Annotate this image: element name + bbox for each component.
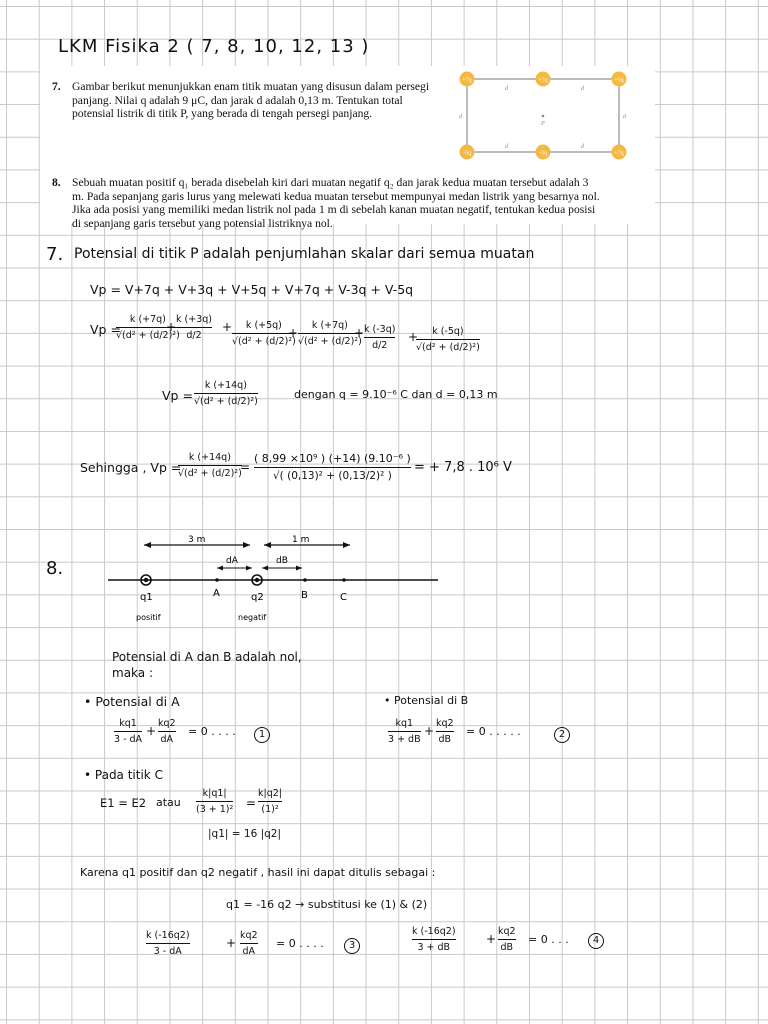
charge-label-5: +7q: [614, 150, 624, 157]
eq2-term-1-num: k (+7q): [129, 314, 166, 325]
plus-sign: +: [408, 330, 419, 344]
q1-label: q1: [140, 592, 153, 603]
charge-rectangle-figure: [456, 70, 636, 166]
result-fraction-1: [178, 452, 242, 479]
q2-negative-note: negatif: [238, 613, 267, 622]
plus-sign: +: [424, 724, 435, 738]
ec-fraction-right: [258, 788, 282, 815]
eq4-term-1-den: 3 + dB: [417, 942, 451, 953]
d-label-bottom-left: d: [505, 144, 508, 150]
answer-8-karena: Karena q1 positif dan q2 negatif , hasil ini dapat ditulis sebagai :: [80, 866, 436, 879]
eq3-term-2-num: kq2: [240, 930, 258, 941]
problem-8-line-3: Jika ada posisi yang memiliki medan listrik nol pada 1 m di sebelah kanan muatan negatif, tentukan kedua posisi: [72, 203, 596, 217]
eq3-num: k (+14q): [204, 380, 247, 391]
eq2-term-2-num: k (+3q): [176, 314, 212, 325]
eq4-tag-circle: 4: [588, 933, 604, 949]
equals-sign: =: [240, 460, 251, 474]
equals-sign: =: [246, 796, 257, 810]
plus-sign: +: [486, 932, 497, 946]
eq2b-tail: = 0 . . . . .: [466, 725, 521, 738]
answer-7-eq1: Vp = V+7q + V+3q + V+5q + V+7q + V-3q + V-5q: [90, 282, 414, 297]
eq2-term-6-den: √(d² + (d/2)²): [416, 342, 480, 353]
problem-box: [40, 66, 655, 230]
dim-3m-label: 3 m: [188, 535, 206, 545]
d-label-bottom-right: d: [581, 144, 584, 150]
ec-n2: k|q2|: [258, 788, 282, 799]
eq3-tag: [344, 933, 360, 954]
charge-line-diagram: [100, 530, 460, 640]
answer-7-result-prefix: Sehingga , Vp =: [80, 460, 182, 475]
eq2b-term-2-num: kq2: [436, 718, 454, 729]
problem-8-number: 8.: [52, 176, 61, 189]
problem-8-line-2: m. Pada sepanjang garis lurus yang melewati kedua muatan tersebut mempunyai medan listrik yang besarnya nol.: [72, 189, 600, 203]
dim-1m-label: 1 m: [292, 535, 310, 545]
eq2-term-5: [364, 324, 395, 351]
eq3-term-1: [146, 930, 190, 957]
eq2b-tag-circle: 2: [554, 727, 570, 743]
problem-8: [52, 176, 652, 232]
dimension-db-arrow: [262, 566, 302, 571]
eq1-tag: [254, 722, 270, 743]
d-label-top-right: d: [581, 86, 584, 92]
eq4-term-2-den: dB: [500, 942, 514, 953]
plus-sign: +: [166, 320, 177, 334]
eq3-term-2: [240, 930, 258, 957]
eq2-term-5-num: k (-3q): [364, 324, 396, 335]
answer-8-substitution: q1 = -16 q2 → substitusi ke (1) & (2): [226, 898, 428, 911]
answer-7-result-value: = + 7,8 . 10⁶ V: [414, 460, 512, 475]
ec-n1: k|q1|: [202, 788, 227, 799]
eq4-term-1: [412, 926, 456, 953]
eq2-term-6: [416, 326, 480, 353]
heading-point-c: • Pada titik C: [84, 768, 163, 782]
charge-label-4: -3q: [539, 150, 547, 157]
problem-7-line-2: panjang. Nilai q adalah 9 μC, dan jarak d adalah 0,13 m. Tentukan total: [72, 93, 403, 107]
ec-result: |q1| = 16 |q2|: [208, 828, 282, 840]
problem-7-line-1: Gambar berikut menunjukkan enam titik muatan yang disusun dalam persegi: [72, 80, 430, 93]
eq2b-term-1: [388, 718, 421, 745]
charge-label-3: -5q: [463, 150, 471, 157]
eq1-term-2: [158, 718, 176, 745]
point-b-dot: [303, 578, 307, 582]
eq2b-term-2: [436, 718, 454, 745]
eq2-term-4-den: √(d² + (d/2)²): [298, 336, 362, 347]
plus-sign: +: [226, 936, 237, 950]
problem-7: [52, 80, 462, 128]
eq1-term-2-num: kq2: [158, 718, 176, 729]
d-label-right: d: [623, 114, 626, 120]
answer-7-intro: Potensial di titik P adalah penjumlahan skalar dari semua muatan: [74, 246, 535, 262]
heading-potential-a: • Potensial di A: [84, 694, 180, 709]
dimension-da-arrow: [217, 566, 252, 571]
eq2b-tag: [554, 722, 570, 743]
d-label-top-left: d: [505, 86, 508, 92]
page-title: LKM Fisika 2 ( 7, 8, 10, 12, 13 ): [58, 36, 370, 57]
answer-7-number: 7.: [46, 244, 64, 265]
eq3-fraction: [194, 380, 258, 407]
heading-potential-b: • Potensial di B: [384, 694, 469, 707]
eq3-term-2-den: dA: [242, 946, 256, 957]
plus-sign: +: [146, 724, 157, 738]
b-label: B: [301, 590, 308, 601]
a-label: A: [213, 588, 220, 599]
ec-d1: (3 + 1)²: [196, 804, 234, 815]
result-frac1-num: k (+14q): [188, 452, 231, 463]
answer-8-maka: maka :: [112, 666, 153, 680]
eq3-tag-circle: 3: [344, 938, 360, 954]
problem-8-line-4: di sepanjang garis tersebut yang potensial listriknya nol.: [72, 216, 333, 230]
point-p-label: P: [541, 121, 545, 127]
plus-sign: +: [354, 326, 365, 340]
c-label: C: [340, 592, 347, 603]
result-frac2-num: ( 8,99 ×10⁹ ) (+14) (9.10⁻⁶ ): [254, 452, 411, 465]
dim-db-label: dB: [276, 556, 288, 566]
ec-lhs: E1 = E2: [100, 796, 147, 810]
eq2-term-1-den: √(d² + (d/2)²): [116, 330, 180, 341]
eq3-tail: = 0 . . . .: [276, 937, 324, 950]
eq1-term-1: [114, 718, 142, 745]
answer-7-eq3-note: dengan q = 9.10⁻⁶ C dan d = 0,13 m: [294, 388, 498, 401]
eq1-tail: = 0 . . . .: [188, 725, 236, 738]
eq2b-term-2-den: dB: [438, 734, 452, 745]
eq2-term-5-den: d/2: [372, 340, 388, 351]
ec-fraction-left: [196, 788, 233, 815]
eq3-den: √(d² + (d/2)²): [194, 396, 258, 407]
problem-7-number: 7.: [52, 80, 61, 93]
charge-label-2: +5q: [614, 77, 624, 84]
eq2-term-3: [232, 320, 299, 347]
answer-7-eq3-lhs: Vp =: [162, 388, 193, 403]
q1-positive-note: positif: [136, 613, 161, 622]
plus-sign: +: [288, 326, 299, 340]
eq1-term-2-den: dA: [160, 734, 174, 745]
eq2-term-3-den: √(d² + (d/2)²): [232, 336, 296, 347]
eq2-term-3-num: k (+5q): [245, 320, 282, 331]
point-c-dot: [342, 578, 346, 582]
result-frac1-den: √(d² + (d/2)²): [178, 468, 242, 479]
eq1-term-1-num: kq1: [119, 718, 137, 729]
eq2-term-4: [298, 320, 365, 347]
eq4-term-1-num: k (-16q2): [412, 926, 456, 937]
eq4-tag: [588, 928, 604, 949]
eq4-term-2: [498, 926, 516, 953]
q2-label: q2: [251, 592, 264, 603]
dim-da-label: dA: [226, 556, 238, 566]
eq2-term-2: [176, 314, 212, 341]
eq2-term-4-num: k (+7q): [311, 320, 348, 331]
eq2-term-2-den: d/2: [186, 330, 202, 341]
point-a-dot: [215, 578, 219, 582]
eq2b-term-1-num: kq1: [395, 718, 414, 729]
ec-atau: atau: [156, 796, 181, 809]
answer-7-eq2-lhs: Vp =: [90, 322, 121, 337]
eq4-term-2-num: kq2: [498, 926, 516, 937]
answer-8-number: 8.: [46, 558, 64, 579]
eq1-term-1-den: 3 - dA: [114, 734, 143, 745]
answer-8-statement: Potensial di A dan B adalah nol,: [112, 650, 302, 664]
charge-label-0: +7q: [462, 77, 472, 84]
eq1-tag-circle: 1: [254, 727, 270, 743]
charge-label-1: +3q: [538, 77, 548, 84]
point-p-dot: [542, 115, 545, 118]
problem-7-line-3: potensial listrik di titik P, yang berada di tengah persegi panjang.: [72, 107, 373, 121]
eq3-term-1-num: k (-16q2): [146, 930, 190, 941]
eq4-tail: = 0 . . .: [528, 933, 569, 946]
problem-8-line-1: Sebuah muatan positif q₁ berada disebelah kiri dari muatan negatif q₂ dan jarak kedua muatan tersebut adalah 3: [72, 176, 589, 189]
result-fraction-2: [254, 452, 411, 482]
eq2b-term-1-den: 3 + dB: [388, 734, 421, 745]
d-label-left: d: [459, 114, 462, 120]
eq3-term-1-den: 3 - dA: [153, 946, 182, 957]
plus-sign: +: [222, 320, 233, 334]
ec-d2: (1)²: [261, 804, 279, 815]
eq2-term-6-num: k (-5q): [432, 326, 464, 337]
result-frac2-den: √( (0,13)² + (0,13/2)² ): [272, 470, 392, 482]
